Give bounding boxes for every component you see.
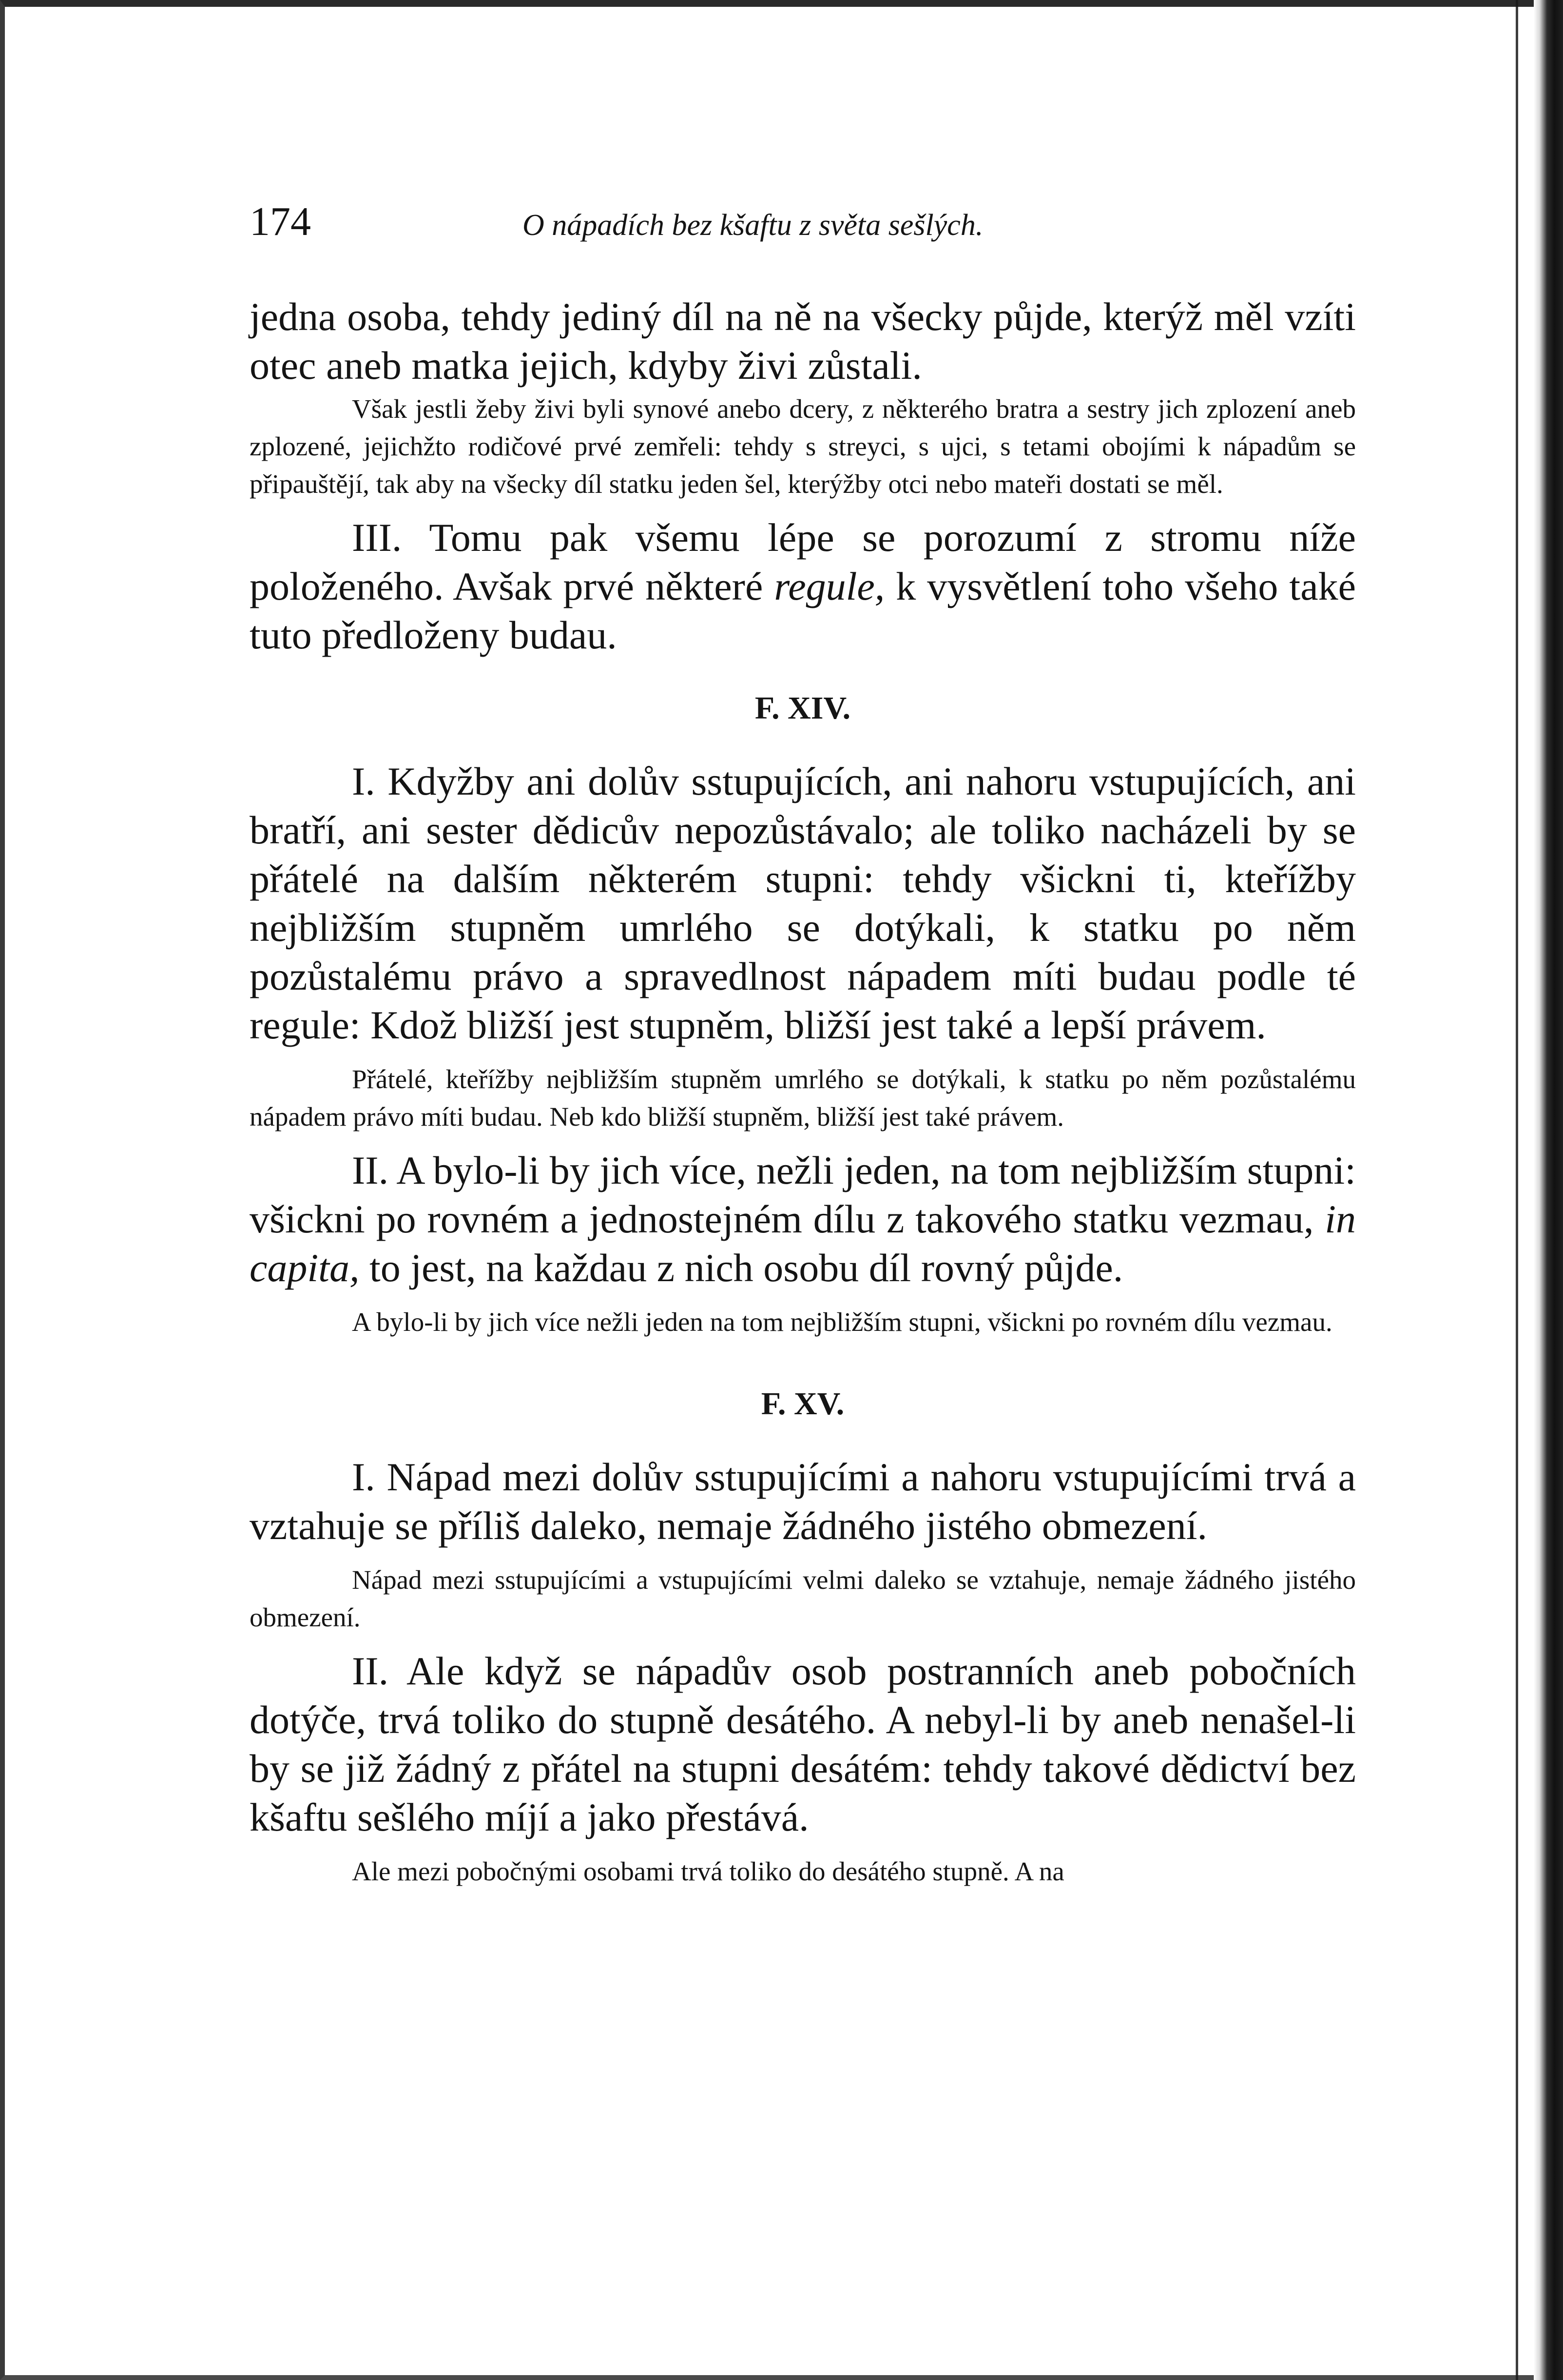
paragraph-gloss-5: Ale mezi pobočnými osobami trvá toliko do desátého stupně. A na	[352, 1856, 1064, 1886]
paragraph-xv-ii: II. Ale když se nápadův osob postranních aneb pobočních dotýče, trvá toliko do stupně desátého. A nebyl-li by aneb nenašel-li by se již žádný z přátel na stupni desátém: tehdy takové dědictví bez kšaftu sešlého míjí a jako přestává.	[250, 1649, 1356, 1839]
paragraph-gloss-4: Nápad mezi sstupujícími a vstupujícími velmi daleko se vztahuje, nemaje žádného jistého obmezení.	[250, 1565, 1356, 1632]
section-heading-xiv: F. XIV.	[754, 690, 851, 726]
page-body	[250, 293, 1356, 1890]
paragraph-xiv-i: I. Kdyžby ani dolův sstupujících, ani nahoru vstupujících, ani bratří, ani sester dědicův nepozůstávalo; ale toliko nacházeli by se přátelé na dalším některém stupni: tehdy všickni ti, kteřížby nejbližším stupněm umrlého se dotýkali, k statku po něm pozůstalému právo a spravedlnost nápadem míti budau podle té regule: Kdož bližší jest stupněm, bližší jest také a lepší právem.	[250, 759, 1356, 1047]
scan-right-edge	[1534, 0, 1563, 2380]
page-number: 174	[250, 199, 311, 244]
italic-term: in capita,	[250, 1197, 1356, 1290]
paragraph-gloss-2: Přátelé, kteřížby nejbližším stupněm umrlého se dotýkali, k statku po něm pozůstalému nápadem právo míti budau. Neb kdo bližší stupněm, bližší jest také právem.	[250, 1064, 1356, 1131]
paragraph-gloss-1: Však jestli žeby živi byli synové anebo dcery, z některého bratra a sestry jich zplození aneb zplozené, jejichžto rodičové prvé zemřeli: tehdy s streyci, s ujci, s tetami obojími k nápadům se připauštějí, tak aby na všecky díl statku jeden šel, kterýžby otci nebo mateři dostati se měl.	[250, 394, 1356, 499]
paragraph-xiv-ii: II. A bylo-li by jich více, nežli jeden, na tom nejbližším stupni: všickni po rovném a jednostejném dílu z takového statku vezmau, in capita, to jest, na každau z nich osobu díl rovný půjde.	[250, 1148, 1356, 1290]
section-heading-xv: F. XV.	[761, 1386, 845, 1422]
scan-edge-line	[1516, 0, 1518, 2380]
italic-term: regule,	[774, 564, 885, 608]
page-header	[250, 195, 1356, 249]
paragraph-continuation: jedna osoba, tehdy jediný díl na ně na všecky půjde, kterýž měl vzíti otec aneb matka jejich, kdyby živi zůstali.	[250, 294, 1356, 388]
running-title: O nápadích bez kšaftu z světa sešlých.	[522, 209, 984, 242]
paragraph-xv-i: I. Nápad mezi dolův sstupujícími a nahoru vstupujícími trvá a vztahuje se příliš daleko, nemaje žádného jistého obmezení.	[250, 1455, 1356, 1548]
paragraph-gloss-3: A bylo-li by jich více nežli jeden na tom nejbližším stupni, všickni po rovném dílu vezmau.	[352, 1307, 1332, 1337]
paragraph-iii: III. Tomu pak všemu lépe se porozumí z stromu níže položeného. Avšak prvé některé regule, k vysvětlení toho všeho také tuto předloženy budau.	[250, 515, 1356, 657]
